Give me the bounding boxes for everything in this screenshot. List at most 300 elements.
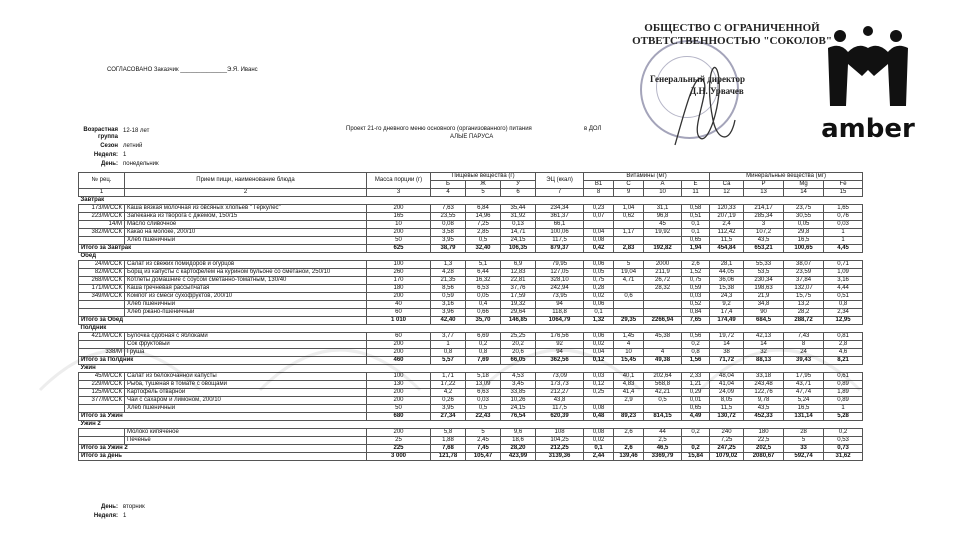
value-cell: 680 [367,413,431,421]
value-cell: 4,28 [431,269,466,277]
value-cell: 200 [367,397,431,405]
value-cell: 40 [367,301,431,309]
value-cell: 2080,67 [744,453,784,461]
meal-section-label: Полдник [79,325,863,333]
colnum-cell: 8 [584,189,614,197]
value-cell: 2,6 [682,261,710,269]
value-cell: 117,5 [536,405,584,413]
value-cell: 112,42 [710,229,744,237]
table-row [79,269,863,277]
value-cell: 2,45 [466,437,501,445]
total-row [79,445,863,453]
value-cell: 0,75 [682,277,710,285]
recipe-number: 268/М/ССК [79,277,125,285]
value-cell: 174,49 [710,317,744,325]
value-cell: 107,2 [744,229,784,237]
col-header-dish: Прием пищи, наименование блюда [125,173,367,189]
value-cell: 94 [536,301,584,309]
col-header-c: С [614,181,644,189]
value-cell: 38,07 [784,261,824,269]
value-cell: 240 [710,429,744,437]
value-cell: 7,63 [431,205,466,213]
value-cell: 104,25 [536,437,584,445]
dish-name: Чай с сахаром и лимоном, 200/10 [125,397,367,405]
value-cell: 92 [536,341,584,349]
value-cell: 14,96 [466,213,501,221]
value-cell: 118,8 [536,309,584,317]
value-cell: 10 [614,349,644,357]
value-cell: 5,28 [824,413,863,421]
value-cell: 1,21 [682,381,710,389]
value-cell: 620,39 [536,413,584,421]
value-cell: 22,81 [501,277,536,285]
value-cell: 48,04 [710,373,744,381]
value-cell: 625 [367,245,431,253]
value-cell: 33,85 [501,389,536,397]
table-row [79,205,863,213]
col-header-minerals: Минеральные вещества (мг) [710,173,863,181]
value-cell: 3,58 [431,229,466,237]
value-cell: 0,59 [682,285,710,293]
value-cell: 71,72 [710,357,744,365]
value-cell: 45 [644,221,682,229]
value-cell: 814,15 [644,413,682,421]
recipe-number [79,237,125,245]
value-cell: 198,63 [744,285,784,293]
table-row [79,213,863,221]
value-cell: 173,73 [536,381,584,389]
colnum-cell: 13 [744,189,784,197]
value-cell: 17,95 [784,373,824,381]
value-cell: 28,2 [784,309,824,317]
value-cell: 260 [367,269,431,277]
week-label: Неделя: [93,152,118,158]
recipe-number: 173/М/ССК [79,205,125,213]
value-cell: 90 [744,309,784,317]
total-row [79,245,863,253]
value-cell: 29,64 [501,309,536,317]
value-cell: 29,35 [614,317,644,325]
value-cell: 24,15 [501,237,536,245]
footer-week-value: 1 [123,513,127,519]
value-cell [584,221,614,229]
value-cell: 1079,02 [710,453,744,461]
value-cell: 288,72 [784,317,824,325]
value-cell: 28,32 [644,285,682,293]
value-cell: 146,85 [501,317,536,325]
value-cell: 0,12 [584,381,614,389]
value-cell: 19,04 [614,269,644,277]
value-cell: 4,6 [824,349,863,357]
col-header-energy: ЭЦ (ккал) [536,173,584,189]
value-cell: 0,05 [466,293,501,301]
value-cell: 170 [367,277,431,285]
value-cell: 0,51 [824,293,863,301]
value-cell: 11,5 [710,237,744,245]
value-cell: 41,4 [614,389,644,397]
value-cell: 10,26 [501,397,536,405]
value-cell: 100,65 [784,245,824,253]
value-cell: 234,34 [536,205,584,213]
table-row [79,261,863,269]
value-cell: 0,2 [682,445,710,453]
value-cell: 3,16 [824,277,863,285]
value-cell: 18,6 [501,437,536,445]
value-cell: 15,75 [784,293,824,301]
col-header-fe: Fe [824,181,863,189]
value-cell: 66,1 [536,221,584,229]
value-cell: 37,84 [784,277,824,285]
value-cell: 285,34 [744,213,784,221]
value-cell: 5,8 [431,429,466,437]
value-cell: 4 [644,349,682,357]
value-cell: 0,8 [682,349,710,357]
value-cell: 214,17 [744,205,784,213]
meal-section-label: Обед [79,253,863,261]
value-cell: 5 [784,437,824,445]
total-label: Итого за Завтрак [79,245,367,253]
value-cell: 0,01 [682,397,710,405]
amber-logo [818,26,918,150]
table-row [79,437,863,445]
value-cell: 14,71 [501,229,536,237]
recipe-number: 24/М/ССК [79,261,125,269]
value-cell: 22,5 [744,437,784,445]
value-cell: 242,94 [536,285,584,293]
value-cell: 100,06 [536,229,584,237]
col-header-num: № рец. [79,173,125,189]
recipe-number: 338/М [79,349,125,357]
colnum-cell: 4 [431,189,466,197]
value-cell: 202,64 [644,373,682,381]
value-cell: 1064,79 [536,317,584,325]
project-dol: в ДОЛ [584,126,602,132]
value-cell: 0,6 [614,293,644,301]
recipe-number: 45/М/ССК [79,373,125,381]
amber-crown-icon [818,26,918,116]
value-cell: 25 [367,437,431,445]
value-cell: 89,23 [614,413,644,421]
value-cell: 2,9 [614,397,644,405]
value-cell: 212,25 [536,445,584,453]
value-cell: 3 000 [367,453,431,461]
value-cell: 2,5 [644,437,682,445]
value-cell: 46,5 [644,445,682,453]
value-cell: 39,43 [784,357,824,365]
value-cell: 0,58 [682,205,710,213]
value-cell: 2,44 [584,453,614,461]
value-cell: 21,9 [744,293,784,301]
value-cell: 1 [824,237,863,245]
day-label: День: [101,161,118,167]
value-cell: 0,73 [824,445,863,453]
value-cell: 0,53 [824,437,863,445]
value-cell: 2,34 [824,309,863,317]
dish-name: Каша гречневая рассыпчатая [125,285,367,293]
value-cell: 88,13 [744,357,784,365]
value-cell: 243,48 [744,381,784,389]
value-cell: 0,05 [584,269,614,277]
value-cell: 362,56 [536,357,584,365]
dish-name: Салат из свежих помидоров и огурцов [125,261,367,269]
value-cell: 5,57 [431,357,466,365]
value-cell: 16,5 [784,237,824,245]
dish-name: Какао на молоке, 200/10 [125,229,367,237]
col-header-u: У [501,181,536,189]
value-cell: 50 [367,405,431,413]
value-cell: 3,45 [501,381,536,389]
watermark [0,310,960,414]
value-cell: 2000 [644,261,682,269]
value-cell: 66,05 [501,357,536,365]
value-cell: 0,29 [682,389,710,397]
value-cell [614,285,644,293]
dish-name: Котлеты домашние с соусом сметанно-томатным, 130/40 [125,277,367,285]
value-cell: 38,79 [431,245,466,253]
dish-name: Молоко кипяченое [125,429,367,437]
value-cell [644,293,682,301]
value-cell: 3,16 [431,301,466,309]
value-cell: 1 010 [367,317,431,325]
value-cell: 3 [744,221,784,229]
value-cell: 8,21 [824,357,863,365]
recipe-number: 377/М/ССК [79,397,125,405]
value-cell: 131,14 [784,413,824,421]
value-cell: 44,05 [710,269,744,277]
value-cell: 0,59 [431,293,466,301]
recipe-number: 382/М/ССК [79,229,125,237]
value-cell: 139,46 [614,453,644,461]
col-header-e: Е [682,181,710,189]
col-header-vitamins: Витамины (мг) [584,173,710,181]
org-name-line2: ОТВЕТСТВЕННОСТЬЮ "СОКОЛОВ" [632,35,832,47]
value-cell: 53,5 [744,269,784,277]
value-cell: 32,40 [466,245,501,253]
value-cell: 230,34 [744,277,784,285]
col-header-a: А [644,181,682,189]
colnum-cell: 9 [614,189,644,197]
colnum-cell: 6 [501,189,536,197]
value-cell: 1,32 [584,317,614,325]
value-cell: 9,6 [501,429,536,437]
value-cell: 0,02 [584,293,614,301]
value-cell: 45,38 [644,333,682,341]
value-cell: 0,26 [431,397,466,405]
dish-name: Запеканка из творога с джемом, 150/15 [125,213,367,221]
value-cell: 13,09 [466,381,501,389]
value-cell: 7,68 [431,445,466,453]
value-cell: 0,65 [682,405,710,413]
value-cell: 73,95 [536,293,584,301]
value-cell: 212,27 [536,389,584,397]
value-cell: 6,53 [466,285,501,293]
value-cell: 13,2 [784,301,824,309]
total-label: Итого за день [79,453,367,461]
value-cell: 7,25 [710,437,744,445]
value-cell: 23,55 [431,213,466,221]
meal-section-row [79,421,863,429]
value-cell: 0,07 [584,213,614,221]
value-cell: 879,37 [536,245,584,253]
value-cell: 19,32 [501,301,536,309]
total-label: Итого за Полдник [79,357,367,365]
value-cell: 130,72 [710,413,744,421]
footer-day-value: вторник [123,504,145,510]
value-cell: 0,4 [466,301,501,309]
value-cell: 7,65 [682,317,710,325]
value-cell: 6,84 [466,205,501,213]
value-cell: 1 [824,229,863,237]
recipe-number: 14/М [79,221,125,229]
value-cell: 3,96 [431,309,466,317]
value-cell: 2,4 [710,221,744,229]
value-cell: 2266,94 [644,317,682,325]
dish-name: Сок фруктовый [125,341,367,349]
value-cell: 17,22 [431,381,466,389]
value-cell: 15,84 [682,453,710,461]
value-cell: 0,05 [784,221,824,229]
recipe-number [79,429,125,437]
value-cell: 0,04 [584,349,614,357]
value-cell [614,437,644,445]
value-cell: 1,71 [431,373,466,381]
value-cell: 31,62 [824,453,863,461]
value-cell: 33,18 [744,373,784,381]
value-cell: 14 [710,341,744,349]
value-cell: 130 [367,381,431,389]
value-cell: 0,08 [584,237,614,245]
value-cell: 247,25 [710,445,744,453]
value-cell: 24,09 [710,389,744,397]
value-cell: 7,69 [466,357,501,365]
value-cell: 79,95 [536,261,584,269]
value-cell: 3,95 [431,237,466,245]
recipe-number [79,437,125,445]
meal-section-row [79,197,863,205]
meal-section-label: Завтрак [79,197,863,205]
value-cell: 43,5 [744,237,784,245]
value-cell: 3139,36 [536,453,584,461]
value-cell: 23,75 [784,205,824,213]
dish-name: Каша вязкая молочная из овсяных хлопьев " Геркулес" [125,205,367,213]
value-cell: 7,45 [466,445,501,453]
director-title: Генеральный директор [650,74,745,84]
value-cell: 454,84 [710,245,744,253]
table-row [79,221,863,229]
value-cell: 0,8 [431,349,466,357]
value-cell: 106,35 [501,245,536,253]
dish-name: Борщ из капусты с картофелем на курином бульоне со сметаной, 250/10 [125,269,367,277]
value-cell: 12,95 [824,317,863,325]
value-cell: 0,06 [584,261,614,269]
value-cell: 0,61 [824,373,863,381]
col-header-p: Р [744,181,784,189]
colnum-cell: 2 [125,189,367,197]
value-cell: 1,09 [824,269,863,277]
value-cell: 16,32 [466,277,501,285]
col-header-mass: Масса порции (г) [367,173,431,189]
value-cell: 165 [367,213,431,221]
value-cell: 0,89 [824,397,863,405]
value-cell [614,237,644,245]
dish-name: Картофель отварной [125,389,367,397]
director-name: Д.Н. Урвачев [690,86,744,96]
value-cell: 0,71 [824,261,863,269]
dish-name: Хлеб пшеничный [125,405,367,413]
value-cell: 6,63 [466,389,501,397]
value-cell: 31,92 [501,213,536,221]
value-cell: 328,10 [536,277,584,285]
value-cell: 105,47 [466,453,501,461]
value-cell: 44 [644,429,682,437]
value-cell: 38 [710,349,744,357]
value-cell: 6,69 [466,333,501,341]
value-cell: 0,2 [466,341,501,349]
value-cell: 43,5 [744,405,784,413]
value-cell: 60 [367,309,431,317]
value-cell: 0,62 [614,213,644,221]
value-cell: 6,9 [501,261,536,269]
value-cell: 96,8 [644,213,682,221]
value-cell: 0,2 [682,341,710,349]
value-cell: 2,6 [614,445,644,453]
value-cell: 22,43 [466,413,501,421]
value-cell: 452,33 [744,413,784,421]
meal-section-label: Ужин [79,365,863,373]
value-cell: 121,78 [431,453,466,461]
recipe-number: 223/М/ССК [79,213,125,221]
dish-name: Хлеб ржано-пшеничный [125,309,367,317]
recipe-number: 82/М/ССК [79,269,125,277]
value-cell: 47,74 [784,389,824,397]
value-cell: 0,51 [682,213,710,221]
dish-name: Печенье [125,437,367,445]
value-cell: 25,25 [501,333,536,341]
recipe-number: 229/М/ССК [79,381,125,389]
value-cell: 1,94 [682,245,710,253]
value-cell: 653,21 [744,245,784,253]
value-cell [682,437,710,445]
value-cell: 60 [367,333,431,341]
value-cell: 684,5 [744,317,784,325]
value-cell: 26,72 [644,277,682,285]
value-cell: 76,54 [501,413,536,421]
value-cell: 361,37 [536,213,584,221]
value-cell: 0,08 [584,429,614,437]
value-cell: 2,33 [682,373,710,381]
total-label: Итого за Ужин 2 [79,445,367,453]
value-cell: 0,65 [682,237,710,245]
org-name [632,22,832,48]
value-cell: 29,8 [784,229,824,237]
logo-text: amber [821,114,915,144]
colnum-cell: 1 [79,189,125,197]
value-cell: 0,02 [584,437,614,445]
value-cell: 460 [367,357,431,365]
value-cell: 0,25 [584,389,614,397]
value-cell: 94 [536,349,584,357]
table-row [79,237,863,245]
value-cell: 0,66 [466,309,501,317]
total-label: Итого за Обед [79,317,367,325]
value-cell: 0,5 [644,397,682,405]
value-cell: 31,1 [644,205,682,213]
value-cell: 17,4 [710,309,744,317]
table-row [79,229,863,237]
value-cell: 2,83 [614,245,644,253]
org-name-line1: ОБЩЕСТВО С ОГРАНИЧЕННОЙ [644,22,820,34]
value-cell: 36,06 [710,277,744,285]
